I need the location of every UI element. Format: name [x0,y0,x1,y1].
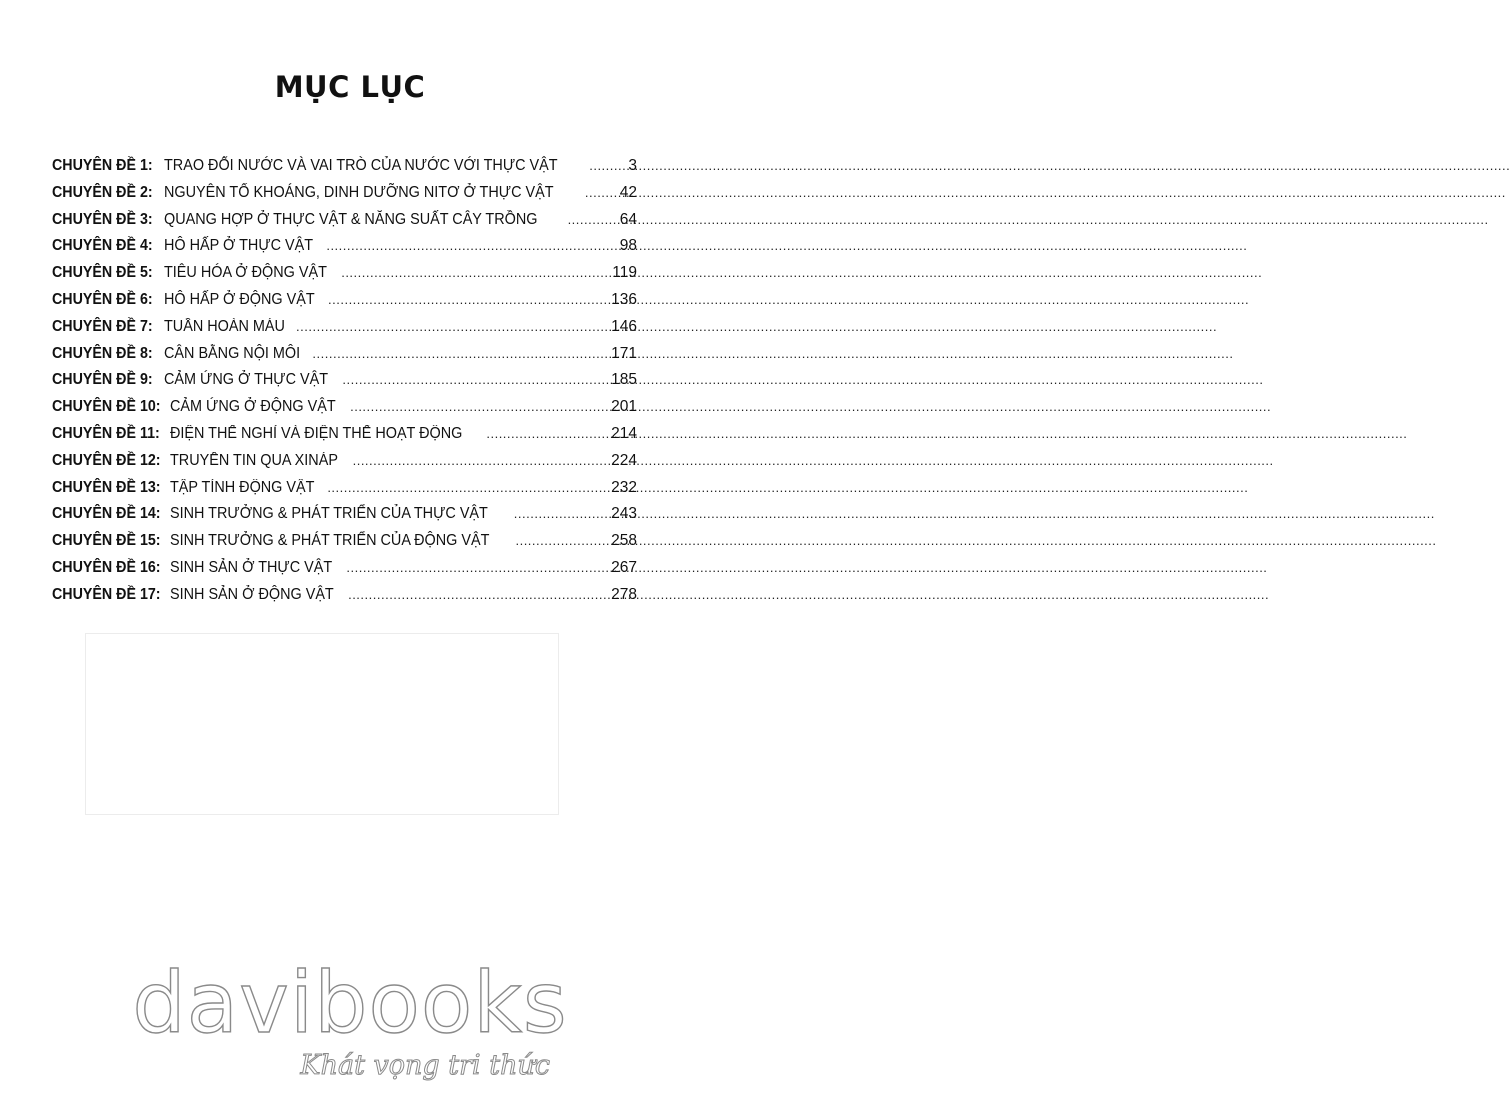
toc-entry-14[interactable] [52,505,637,532]
toc-entry-page: 119 [612,264,637,282]
toc-entry-title: CẢM ỨNG Ở ĐỘNG VẬT [170,398,336,416]
toc-entry-12[interactable] [52,452,637,479]
toc-entry-title: HÔ HẤP Ở THỰC VẬT [164,237,314,255]
toc-entry-label: CHUYÊN ĐỀ 2: [52,183,153,201]
toc-entry-page: 232 [611,478,637,496]
toc-entry-label: CHUYÊN ĐỀ 10: [52,398,161,416]
toc-entry-label: CHUYÊN ĐỀ 11: [52,424,160,442]
toc-entry-page: 267 [611,558,637,576]
toc-leader-dots [514,506,608,521]
toc-entry-page: 146 [611,317,637,335]
toc-entry-page: 3 [628,157,637,174]
toc-leader-dots [589,158,625,173]
toc-entry-label: CHUYÊN ĐỀ 14: [52,505,161,523]
toc-leader-dots [327,480,608,495]
toc-leader-dots [312,346,608,361]
toc-entry-page: 278 [611,585,637,603]
toc-leader-dots [585,185,617,200]
toc-entry-1[interactable] [52,157,637,184]
toc-entry-page: 243 [611,505,637,523]
toc-leader-dots [350,399,608,414]
toc-entry-page: 224 [611,451,637,469]
watermark-logo: davibooks [132,954,568,1052]
toc-leader-dots [346,560,608,575]
toc-leader-dots [353,453,609,468]
toc-entry-page: 258 [611,532,637,550]
toc-entry-label: CHUYÊN ĐỀ 12: [52,451,161,469]
toc-entry-page: 42 [619,183,637,201]
publisher-watermark [0,954,700,1081]
toc-entry-13[interactable] [52,479,637,506]
toc-entry-title: ĐIỆN THẾ NGHỈ VÀ ĐIỆN THẾ HOẠT ĐỘNG [170,424,463,442]
toc-entry-10[interactable] [52,398,637,425]
toc-leader-dots [326,238,616,253]
page-title: MỤC LỤC [274,70,426,104]
toc-entry-page: 185 [611,371,637,389]
toc-entry-page: 98 [619,237,637,255]
toc-entry-11[interactable] [52,425,637,452]
toc-entry-title: SINH SẢN Ở THỰC VẬT [170,558,333,576]
toc-entry-label: CHUYÊN ĐỀ 17: [52,585,161,603]
toc-entry-label: CHUYÊN ĐỀ 1: [52,157,153,174]
toc-leader-dots [341,265,609,280]
toc-entry-title: SINH TRƯỞNG & PHÁT TRIỂN CỦA ĐỘNG VẬT [170,532,490,550]
toc-leader-dots [296,319,608,334]
toc-entry-title: TUẦN HOÀN MÁU [164,317,285,335]
toc-entry-label: CHUYÊN ĐỀ 9: [52,371,153,389]
table-of-contents [52,157,637,613]
toc-entry-title: TẬP TÍNH ĐỘNG VẬT [170,478,315,496]
toc-entry-5[interactable] [52,264,637,291]
toc-entry-title: CẢM ỨNG Ở THỰC VẬT [164,371,329,389]
toc-entry-label: CHUYÊN ĐỀ 8: [52,344,153,362]
toc-leader-dots [342,372,608,387]
toc-entry-2[interactable] [52,184,637,211]
toc-entry-title: TRUYỀN TIN QUA XINÁP [170,451,338,469]
toc-entry-label: CHUYÊN ĐỀ 3: [52,210,153,228]
toc-entry-17[interactable] [52,586,637,613]
toc-entry-label: CHUYÊN ĐỀ 15: [52,532,161,550]
toc-entry-title: TRAO ĐỔI NƯỚC VÀ VAI TRÒ CỦA NƯỚC VỚI THỰC VẬT [164,157,558,174]
toc-entry-6[interactable] [52,291,637,318]
faint-background-box [85,633,559,815]
toc-entry-page: 136 [611,290,637,308]
toc-entry-label: CHUYÊN ĐỀ 5: [52,264,153,282]
toc-entry-title: CÂN BẰNG NỘI MÔI [164,344,301,362]
toc-entry-page: 64 [619,210,637,228]
toc-entry-title: NGUYÊN TỐ KHOÁNG, DINH DƯỠNG NITƠ Ở THỰC VẬT [164,183,554,201]
toc-entry-label: CHUYÊN ĐỀ 6: [52,290,153,308]
toc-entry-title: SINH TRƯỞNG & PHÁT TRIỂN CỦA THỰC VẬT [170,505,488,523]
toc-entry-page: 214 [611,424,637,442]
toc-leader-dots [348,587,608,602]
toc-entry-label: CHUYÊN ĐỀ 16: [52,558,161,576]
toc-entry-9[interactable] [52,371,637,398]
toc-entry-3[interactable] [52,211,637,238]
toc-entry-title: TIÊU HÓA Ở ĐỘNG VẬT [164,264,327,282]
toc-entry-4[interactable] [52,237,637,264]
toc-entry-label: CHUYÊN ĐỀ 7: [52,317,153,335]
toc-entry-15[interactable] [52,532,637,559]
toc-entry-title: SINH SẢN Ở ĐỘNG VẬT [170,585,334,603]
toc-entry-page: 171 [611,344,637,362]
toc-entry-label: CHUYÊN ĐỀ 4: [52,237,153,255]
toc-entry-page: 201 [611,398,637,416]
toc-entry-8[interactable] [52,345,637,372]
toc-entry-title: HÔ HẤP Ở ĐỘNG VẬT [164,290,315,308]
watermark-slogan: Khát vọng tri thức [300,1050,550,1081]
toc-leader-dots [568,212,617,227]
toc-entry-7[interactable] [52,318,637,345]
toc-entry-title: QUANG HỢP Ở THỰC VẬT & NĂNG SUẤT CÂY TRỒNG [164,210,538,228]
toc-leader-dots [328,292,608,307]
toc-entry-label: CHUYÊN ĐỀ 13: [52,478,161,496]
toc-leader-dots [515,533,608,548]
toc-leader-dots [486,426,608,441]
toc-entry-16[interactable] [52,559,637,586]
